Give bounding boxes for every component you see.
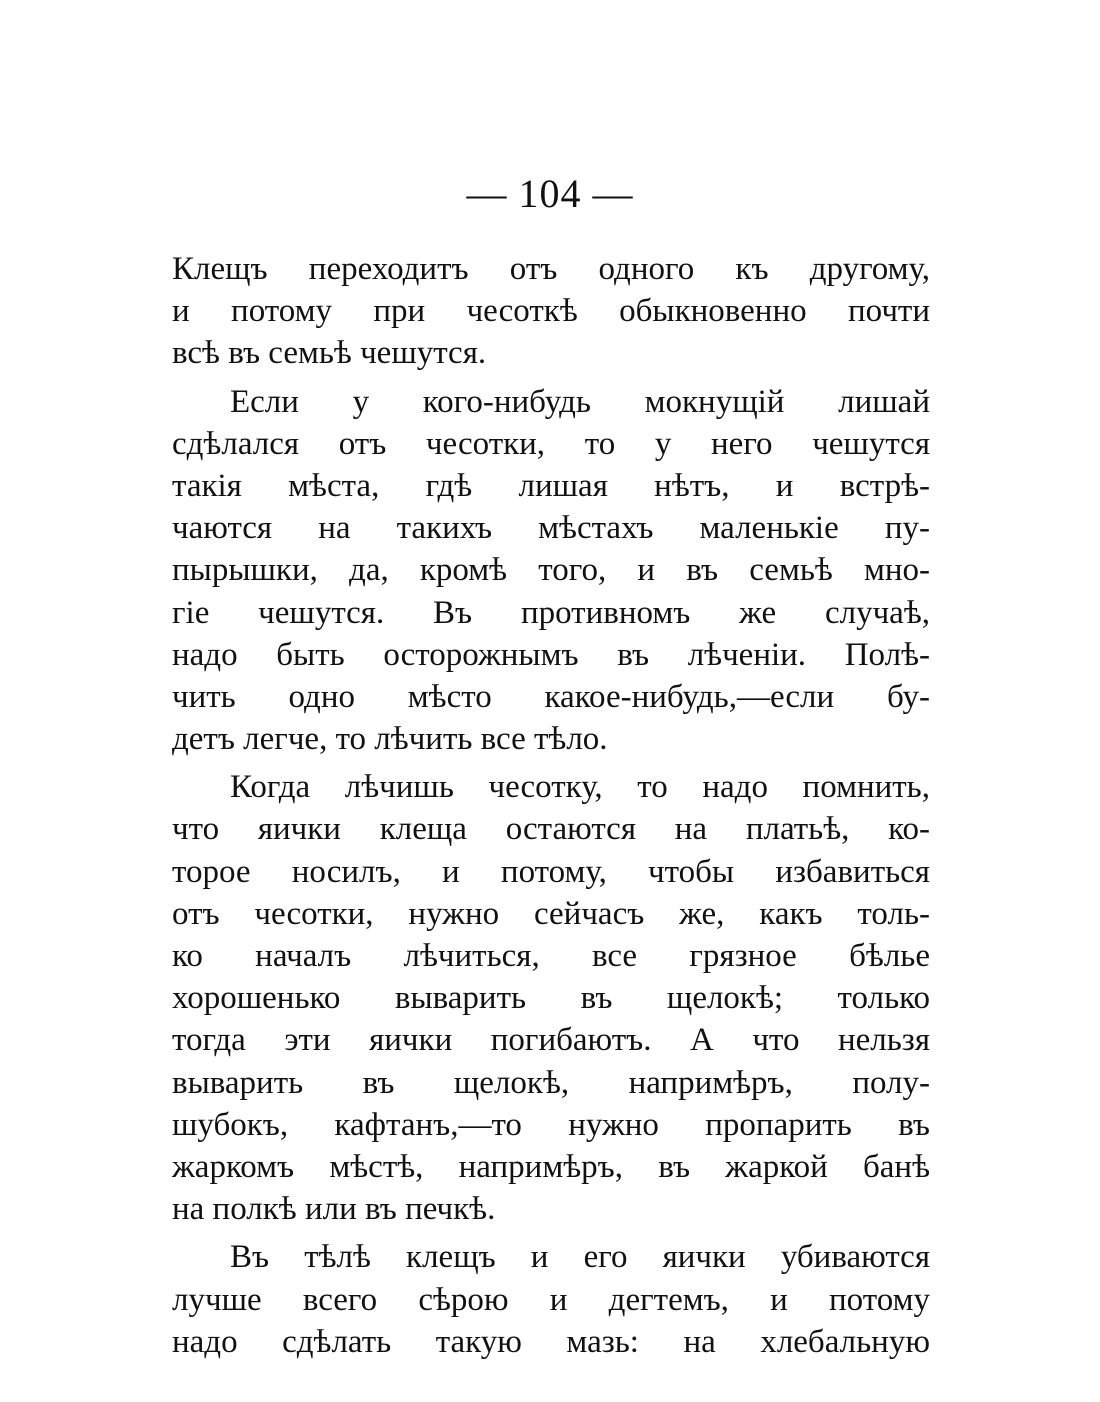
text-line: торое носилъ, и потому, чтобы избавиться: [172, 853, 930, 890]
text-line: и потому при чесоткѣ обыкновенно почти: [172, 293, 930, 330]
text-line: Если у кого-нибудь мокнущій лишай: [230, 383, 930, 420]
text-line: Когда лѣчишь чесотку, то надо помнить,: [230, 769, 930, 806]
text-line: Клещъ переходитъ отъ одного къ другому,: [172, 251, 930, 287]
text-line: выварить въ щелокѣ, напримѣръ, полу-: [172, 1064, 930, 1101]
text-line: ко началъ лѣчиться, все грязное бѣлье: [172, 938, 930, 974]
text-line: жаркомъ мѣстѣ, напримѣръ, въ жаркой банѣ: [172, 1148, 930, 1185]
text-line: надо сдѣлать такую мазь: на хлебальную: [172, 1323, 930, 1360]
body-text: [172, 248, 930, 1363]
text-line: хорошенько выварить въ щелокѣ; только: [172, 980, 930, 1017]
text-line: Въ тѣлѣ клещъ и его яички убиваются: [230, 1239, 930, 1276]
text-line: на полкѣ или въ печкѣ.: [172, 1191, 496, 1228]
text-line: пырышки, да, кромѣ того, и въ семьѣ мно-: [172, 552, 930, 589]
text-line: детъ легче, то лѣчить все тѣло.: [172, 721, 608, 758]
page-number: — 104 —: [466, 171, 634, 216]
text-line: отъ чесотки, нужно сейчасъ же, какъ толь-: [172, 895, 930, 932]
text-line: чаются на такихъ мѣстахъ маленькіе пу-: [172, 510, 930, 547]
text-line: чить одно мѣсто какое-нибудь,—если бу-: [172, 678, 930, 715]
text-line: лучше всего сѣрою и дегтемъ, и потому: [172, 1281, 930, 1318]
text-line: такія мѣста, гдѣ лишая нѣтъ, и встрѣ-: [172, 467, 930, 504]
text-line: что яички клеща остаются на платьѣ, ко-: [172, 811, 930, 848]
text-line: сдѣлался отъ чесотки, то у него чешутся: [172, 425, 930, 462]
text-line: гіе чешутся. Въ противномъ же случаѣ,: [172, 594, 930, 631]
text-line: тогда эти яички погибаютъ. А что нельзя: [172, 1022, 930, 1059]
text-line: шубокъ, кафтанъ,—то нужно пропарить въ: [172, 1106, 930, 1143]
text-line: надо быть осторожнымъ въ лѣченіи. Полѣ-: [172, 636, 930, 673]
text-line: всѣ въ семьѣ чешутся.: [172, 335, 487, 372]
